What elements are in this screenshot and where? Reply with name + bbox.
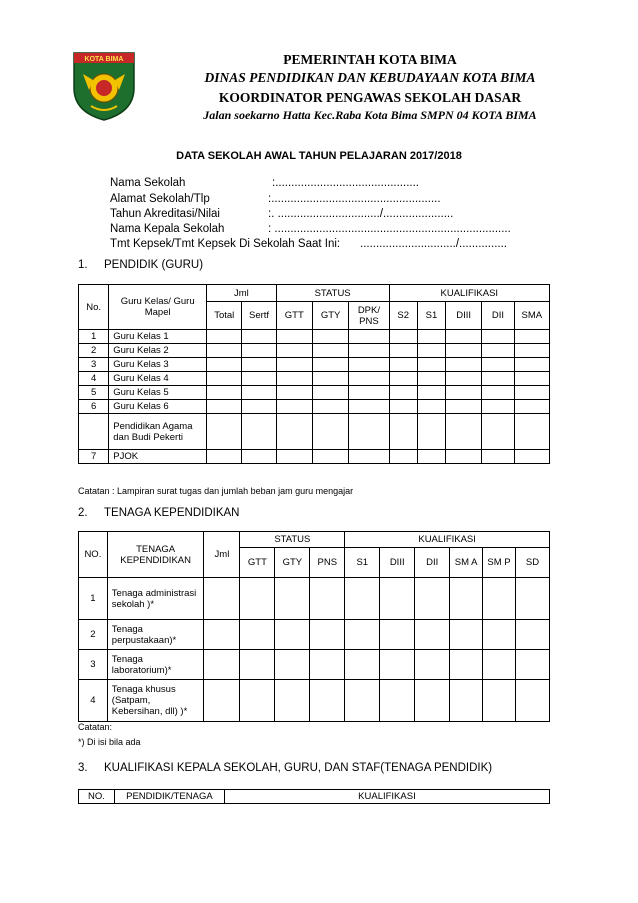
cell-input[interactable] [312,358,348,372]
cell-input[interactable] [514,330,549,344]
row-label: Guru Kelas 6 [109,400,207,414]
info-label: Alamat Sekolah/Tlp [110,193,210,205]
cell-input[interactable] [482,386,514,400]
header-kualifikasi: KUALIFIKASI [345,532,550,548]
cell-input[interactable] [514,414,549,450]
info-value: :............................................. [272,177,419,189]
header-s1: S1 [345,548,380,578]
header-gty: GTY [312,302,348,330]
cell-input[interactable] [276,450,312,464]
cell-input[interactable] [275,650,310,680]
letterhead-line-2: DINAS PENDIDIKAN DAN KEBUDAYAAN KOTA BIMA [204,70,536,85]
header-pendidik-tenaga: PENDIDIK/TENAGA [114,790,224,804]
header-gtt: GTT [240,548,275,578]
cell-input[interactable] [276,400,312,414]
cell-input[interactable] [482,414,514,450]
cell-input[interactable] [446,372,482,386]
cell-input[interactable] [242,330,276,344]
table-row [79,620,550,650]
row-label: PJOK [109,450,207,464]
header-status: STATUS [240,532,345,548]
cell-input[interactable] [345,680,380,722]
cell-input[interactable] [242,372,276,386]
cell-input[interactable] [415,680,450,722]
cell-input[interactable] [446,400,482,414]
header-diii: DIII [446,302,482,330]
row-number: 6 [79,400,109,414]
cell-input[interactable] [450,650,483,680]
cell-input[interactable] [380,578,415,620]
cell-input[interactable] [417,450,445,464]
header-jml: Jml [207,285,277,302]
row-label: Guru Kelas 1 [109,330,207,344]
info-value: :. ................................/...................... [268,208,454,220]
section-1-note: Catatan : Lampiran surat tugas dan jumlah beban jam guru mengajar [78,486,354,496]
cell-input[interactable] [310,680,345,722]
header-sertf: Sertf [242,302,276,330]
table-row [79,358,550,372]
cell-input[interactable] [450,680,483,722]
letterhead-line-1: PEMERINTAH KOTA BIMA [283,52,457,67]
header-sd: SD [515,548,549,578]
row-number: 7 [79,450,109,464]
table-row [79,680,550,722]
info-label: Nama Kepala Sekolah [110,223,225,235]
cell-input[interactable] [312,414,348,450]
info-value: ............................../............... [360,238,507,250]
cell-input[interactable] [349,358,389,372]
cell-input[interactable] [207,414,242,450]
row-label: Guru Kelas 4 [109,372,207,386]
header-kualifikasi: KUALIFIKASI [389,285,549,302]
cell-input[interactable] [514,372,549,386]
row-number: 3 [79,650,108,680]
cell-input[interactable] [207,344,242,358]
header-s1: S1 [417,302,445,330]
row-number: 3 [79,358,109,372]
cell-input[interactable] [276,330,312,344]
table-row [79,330,550,344]
cell-input[interactable] [389,450,417,464]
cell-input[interactable] [482,344,514,358]
section-number: 3. [78,762,88,774]
info-value: : .......................................................................... [268,223,511,235]
cell-input[interactable] [417,372,445,386]
letterhead-line-3: KOORDINATOR PENGAWAS SEKOLAH DASAR [218,90,522,105]
cell-input[interactable] [417,414,445,450]
table-row [79,372,550,386]
row-label: Tenaga perpustakaan)* [107,620,204,650]
cell-input[interactable] [482,330,514,344]
cell-input[interactable] [389,400,417,414]
table-row [79,344,550,358]
header-diii: DIII [380,548,415,578]
cell-input[interactable] [204,578,240,620]
cell-input[interactable] [389,358,417,372]
table-kualifikasi [78,789,550,804]
cell-input[interactable] [417,400,445,414]
cell-input[interactable] [345,620,380,650]
cell-input[interactable] [310,620,345,650]
header-kualifikasi: KUALIFIKASI [224,790,549,804]
cell-input[interactable] [240,680,275,722]
cell-input[interactable] [349,330,389,344]
header-no: NO. [79,790,115,804]
cell-input[interactable] [514,450,549,464]
cell-input[interactable] [312,330,348,344]
cell-input[interactable] [242,358,276,372]
row-number: 2 [79,620,108,650]
cell-input[interactable] [417,344,445,358]
cell-input[interactable] [483,620,516,650]
cell-input[interactable] [389,372,417,386]
row-number: 1 [79,330,109,344]
header-dpk-pns: DPK/ PNS [349,302,389,330]
header-pns: PNS [310,548,345,578]
cell-input[interactable] [349,414,389,450]
letterhead-address: Jalan soekarno Hatta Kec.Raba Kota Bima SMPN 04 KOTA BIMA [203,108,537,122]
section-title: KUALIFIKASI KEPALA SEKOLAH, GURU, DAN STAF(TENAGA PENDIDIK) [104,762,493,774]
cell-input[interactable] [446,414,482,450]
cell-input[interactable] [349,450,389,464]
header-status: STATUS [276,285,389,302]
cell-input[interactable] [446,450,482,464]
cell-input[interactable] [514,358,549,372]
cell-input[interactable] [242,414,276,450]
cell-input[interactable] [514,386,549,400]
row-label: Guru Kelas 5 [109,386,207,400]
cell-input[interactable] [276,372,312,386]
cell-input[interactable] [515,620,549,650]
cell-input[interactable] [482,372,514,386]
cell-input[interactable] [417,386,445,400]
cell-input[interactable] [275,578,310,620]
cell-input[interactable] [483,578,516,620]
row-number: 1 [79,578,108,620]
cell-input[interactable] [349,386,389,400]
cell-input[interactable] [349,344,389,358]
cell-input[interactable] [276,386,312,400]
cell-input[interactable] [417,330,445,344]
section-number: 1. [78,259,88,271]
header-no: NO. [79,532,108,578]
cell-input[interactable] [276,358,312,372]
row-label: Guru Kelas 3 [109,358,207,372]
logo-caption: KOTA BIMA [84,56,124,63]
cell-input[interactable] [515,680,549,722]
cell-input[interactable] [312,400,348,414]
cell-input[interactable] [380,620,415,650]
row-label: Tenaga laboratorium)* [107,650,204,680]
cell-input[interactable] [380,680,415,722]
cell-input[interactable] [415,578,450,620]
row-number: 2 [79,344,109,358]
section-2-note: *) Di isi bila ada [78,737,141,747]
table-row [79,414,550,450]
cell-input[interactable] [345,578,380,620]
header-dii: DII [482,302,514,330]
cell-input[interactable] [204,680,240,722]
cell-input[interactable] [204,620,240,650]
table-tenaga-kependidikan [78,531,550,722]
table-pendidik [78,284,550,464]
cell-input[interactable] [482,400,514,414]
header-guru: Guru Kelas/ Guru Mapel [109,285,207,330]
cell-input[interactable] [345,650,380,680]
cell-input[interactable] [417,358,445,372]
cell-input[interactable] [240,650,275,680]
document-title: DATA SEKOLAH AWAL TAHUN PELAJARAN 2017/2018 [176,150,462,162]
table-row [79,650,550,680]
header-s2: S2 [389,302,417,330]
row-label: Tenaga administrasi sekolah )* [107,578,204,620]
section-2-note-title: Catatan: [78,722,113,732]
cell-input[interactable] [312,386,348,400]
section-title: PENDIDIK (GURU) [104,259,204,271]
kota-bima-logo [71,50,137,122]
header-dii: DII [415,548,450,578]
cell-input[interactable] [275,620,310,650]
cell-input[interactable] [483,680,516,722]
info-value: :..................................................... [268,193,441,205]
cell-input[interactable] [312,372,348,386]
cell-input[interactable] [389,414,417,450]
header-tenaga: TENAGA KEPENDIDIKAN [107,532,204,578]
cell-input[interactable] [310,578,345,620]
cell-input[interactable] [207,330,242,344]
cell-input[interactable] [312,344,348,358]
cell-input[interactable] [349,400,389,414]
cell-input[interactable] [446,386,482,400]
table-row [79,450,550,464]
cell-input[interactable] [242,386,276,400]
cell-input[interactable] [515,578,549,620]
section-3-heading [78,762,492,774]
header-jml: Jml [204,532,240,578]
cell-input[interactable] [207,372,242,386]
section-1-heading [78,259,203,271]
header-gtt: GTT [276,302,312,330]
cell-input[interactable] [450,620,483,650]
cell-input[interactable] [482,358,514,372]
cell-input[interactable] [380,650,415,680]
cell-input[interactable] [349,372,389,386]
cell-input[interactable] [446,358,482,372]
info-label: Tmt Kepsek/Tmt Kepsek Di Sekolah Saat Ini: [110,238,341,250]
cell-input[interactable] [276,414,312,450]
info-label: Nama Sekolah [110,177,186,189]
cell-input[interactable] [207,450,242,464]
header-sma: SM A [450,548,483,578]
cell-input[interactable] [389,386,417,400]
header-no: No. [79,285,109,330]
cell-input[interactable] [483,650,516,680]
cell-input[interactable] [446,344,482,358]
cell-input[interactable] [207,386,242,400]
cell-input[interactable] [207,400,242,414]
info-label: Tahun Akreditasi/Nilai [110,208,220,220]
cell-input[interactable] [514,344,549,358]
cell-input[interactable] [312,450,348,464]
cell-input[interactable] [389,330,417,344]
cell-input[interactable] [482,450,514,464]
section-number: 2. [78,507,88,519]
row-number [79,414,109,450]
header-total: Total [207,302,242,330]
cell-input[interactable] [275,680,310,722]
section-2-heading [78,507,239,519]
cell-input[interactable] [450,578,483,620]
cell-input[interactable] [204,650,240,680]
row-label: Tenaga khusus (Satpam, Kebersihan, dll) )* [107,680,204,722]
cell-input[interactable] [515,650,549,680]
cell-input[interactable] [240,620,275,650]
cell-input[interactable] [310,650,345,680]
table-row [79,386,550,400]
row-label: Pendidikan Agama dan Budi Pekerti [109,414,207,450]
cell-input[interactable] [242,400,276,414]
cell-input[interactable] [276,344,312,358]
cell-input[interactable] [207,358,242,372]
row-number: 4 [79,372,109,386]
cell-input[interactable] [415,620,450,650]
table-row [79,400,550,414]
row-number: 4 [79,680,108,722]
row-label: Guru Kelas 2 [109,344,207,358]
cell-input[interactable] [240,578,275,620]
row-number: 5 [79,386,109,400]
header-smp: SM P [483,548,516,578]
section-title: TENAGA KEPENDIDIKAN [104,507,240,519]
cell-input[interactable] [415,650,450,680]
cell-input[interactable] [389,344,417,358]
cell-input[interactable] [242,450,276,464]
header-sma: SMA [514,302,549,330]
cell-input[interactable] [514,400,549,414]
cell-input[interactable] [446,330,482,344]
header-gty: GTY [275,548,310,578]
table-row [79,578,550,620]
cell-input[interactable] [242,344,276,358]
